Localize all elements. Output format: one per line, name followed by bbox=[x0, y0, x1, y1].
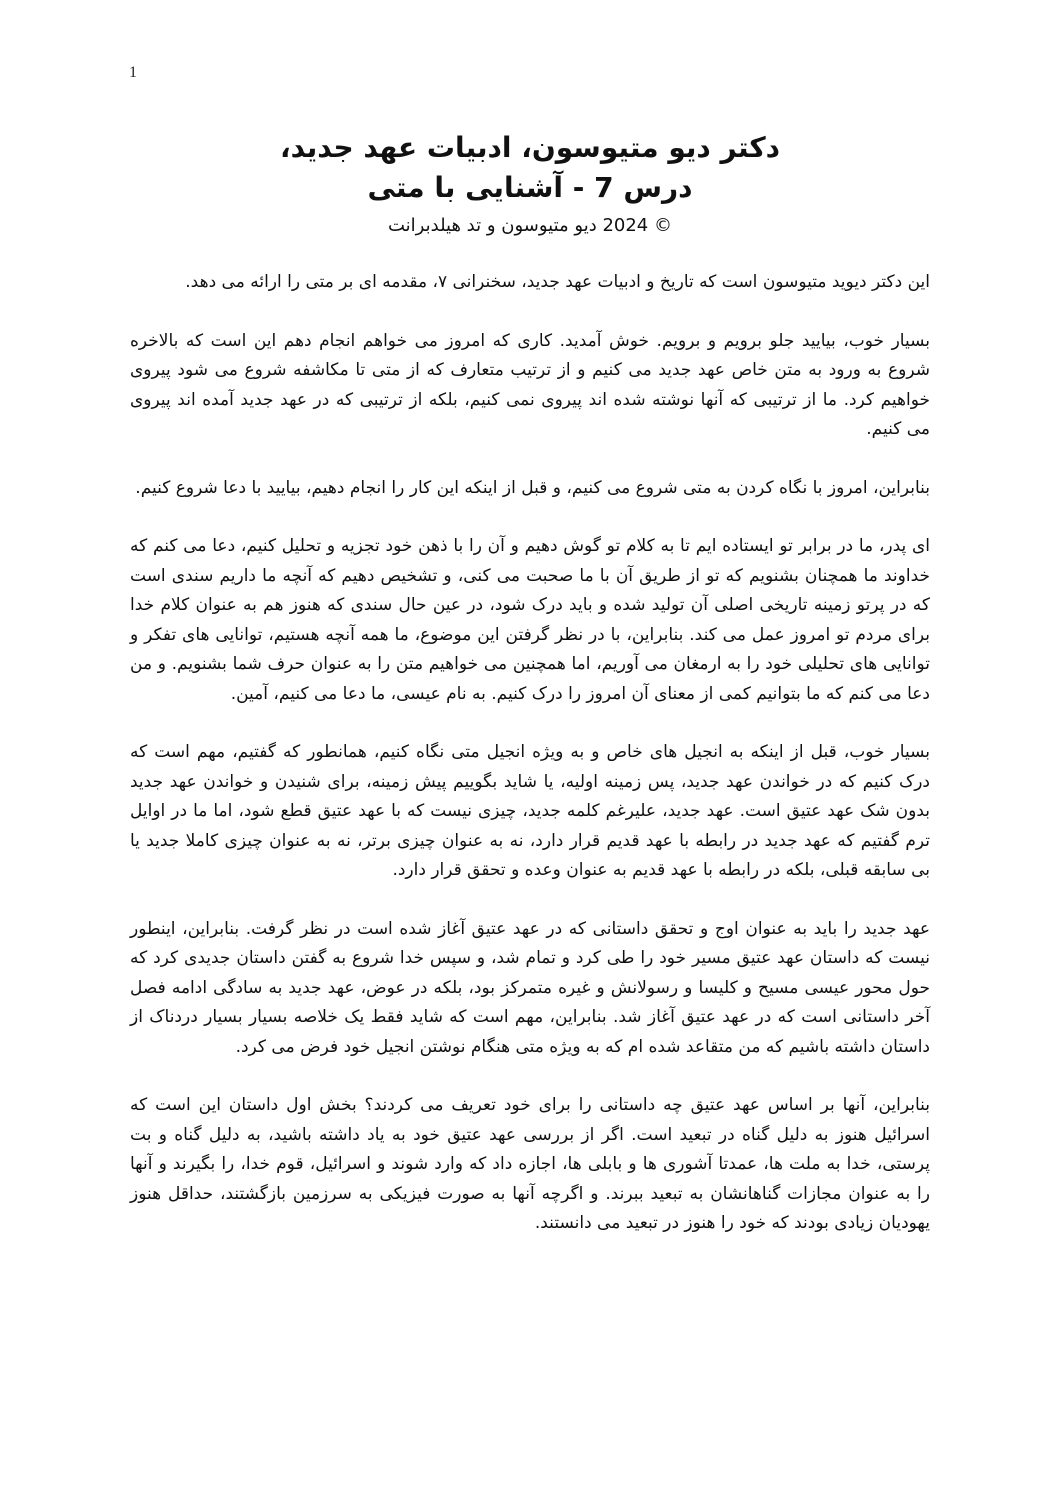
title-block bbox=[130, 128, 930, 240]
page-number: 1 bbox=[129, 64, 137, 81]
paragraph-fulfillment: عهد جدید را باید به عنوان اوج و تحقق داستانی که در عهد عتیق آغاز شده است در نظر گرفت. بنابراین، اینطور نیست که داستان عهد عتیق مسیر خود را طی کرد و تمام شد، و سپس خدا شروع به گفتن داستان جدیدی کرد که حول محور عیسی مسیح و کلیسا و رسولانش و غیره متمرکز بود، بلکه در عوض، عهد جدید به سادگی ادامه فصل آخر داستانی است که در عهد عتیق آغاز شد. بنابراین، مهم است که شاید فقط یک خلاصه بسیار بسیار دردناک از داستان داشته باشیم که من متقاعد شده ام که به ویژه متی هنگام نوشتن انجیل خود فرض می کرد. bbox=[130, 918, 930, 1057]
body-text bbox=[130, 268, 930, 1268]
paragraph-welcome: بسیار خوب، بیایید جلو برویم و برویم. خوش آمدید. کاری که امروز می خواهم انجام دهم این است که بالاخره شروع به ورود به متن خاص عهد جدید می کنیم و از ترتیب متعارف که از متی تا مکاشفه شروع می شود پیروی خواهیم کرد. ما از ترتیبی که آنها نوشته شده اند پیروی نمی کنیم، بلکه از ترتیبی که در عهد جدید آمده اند پیروی می کنیم. bbox=[130, 330, 930, 439]
copyright-line: © 2024 دیو متیوسون و تد هیلدبرانت bbox=[388, 215, 672, 236]
paragraph-prayer: ای پدر، ما در برابر تو ایستاده ایم تا به کلام تو گوش دهیم و آن را با ذهن خود تجزیه و تحلیل کنیم، دعا می کنم که خداوند ما همچنان بشنویم که تو از طریق آن با ما صحبت می کنی، و تشخیص دهیم که آنچه ما داریم سندی است که در پرتو زمینه تاریخی اصلی آن تولید شده و باید درک شود، در عین حال سندی که هنوز هم به عنوان کلام خدا برای مردم تو امروز عمل می کند. بنابراین، با در نظر گرفتن این موضوع، ما همه آنچه هستیم، توانایی های تفکر و توانایی های تحلیلی خود را به ارمغان می آوریم، اما همچنین می خواهیم متن را به عنوان حرف شما بشنویم. و من دعا می کنم که ما بتوانیم کمی از معنای آن امروز را درک کنیم. به نام عیسی، ما دعا می کنیم، آمین. bbox=[130, 536, 930, 704]
paragraph-prayer-intro: بنابراین، امروز با نگاه کردن به متی شروع می کنیم، و قبل از اینکه این کار را انجام دهیم، بیایید با دعا شروع کنیم. bbox=[135, 477, 930, 498]
lesson-title: درس 7 - آشنایی با متی bbox=[367, 171, 693, 204]
intro-paragraph: این دکتر دیوید متیوسون است که تاریخ و ادبیات عهد جدید، سخنرانی ۷، مقدمه ای بر متی را ارائه می دهد. bbox=[185, 272, 930, 292]
paragraph-exile: بنابراین، آنها بر اساس عهد عتیق چه داستانی را برای خود تعریف می کردند؟ بخش اول داستان این است که اسرائیل هنوز به دلیل گناه در تبعید است. اگر از بررسی عهد عتیق خود به یاد داشته باشید، به دلیل گناه و بت پرستی، خدا به ملت ها، عمدتا آشوری ها و بابلی ها، اجازه داد که وارد شوند و اسرائیل، قوم خدا، را بگیرند و آنها را به عنوان مجازات گناهانشان به تبعید ببرند. و اگرچه آنها به صورت فیزیکی به سرزمین بازگشتند، حداقل هنوز یهودیان زیادی بودند که خود را هنوز در تبعید می دانستند. bbox=[130, 1095, 930, 1233]
document-title: دکتر دیو متیوسون، ادبیات عهد جدید، bbox=[279, 131, 781, 164]
paragraph-old-testament-background: بسیار خوب، قبل از اینکه به انجیل های خاص و به ویژه انجیل متی نگاه کنیم، همانطور که گفتیم، مهم است که درک کنیم که در خواندن عهد جدید، پس زمینه اولیه، یا شاید بگوییم پیش زمینه، برای شنیدن و خواندن عهد جدید بدون شک عهد عتیق است. عهد جدید، علیرغم کلمه جدید، چیزی نیست که با عهد عتیق قطع شود، اما ما در اوایل ترم گفتیم که عهد جدید در رابطه با عهد قدیم قرار دارد، نه به عنوان چیزی برتر، نه به عنوان چیزی کاملا جدید یا بی سابقه قبلی، بلکه در رابطه با عهد قدیم به عنوان وعده و تحقق قرار دارد. bbox=[130, 742, 930, 880]
